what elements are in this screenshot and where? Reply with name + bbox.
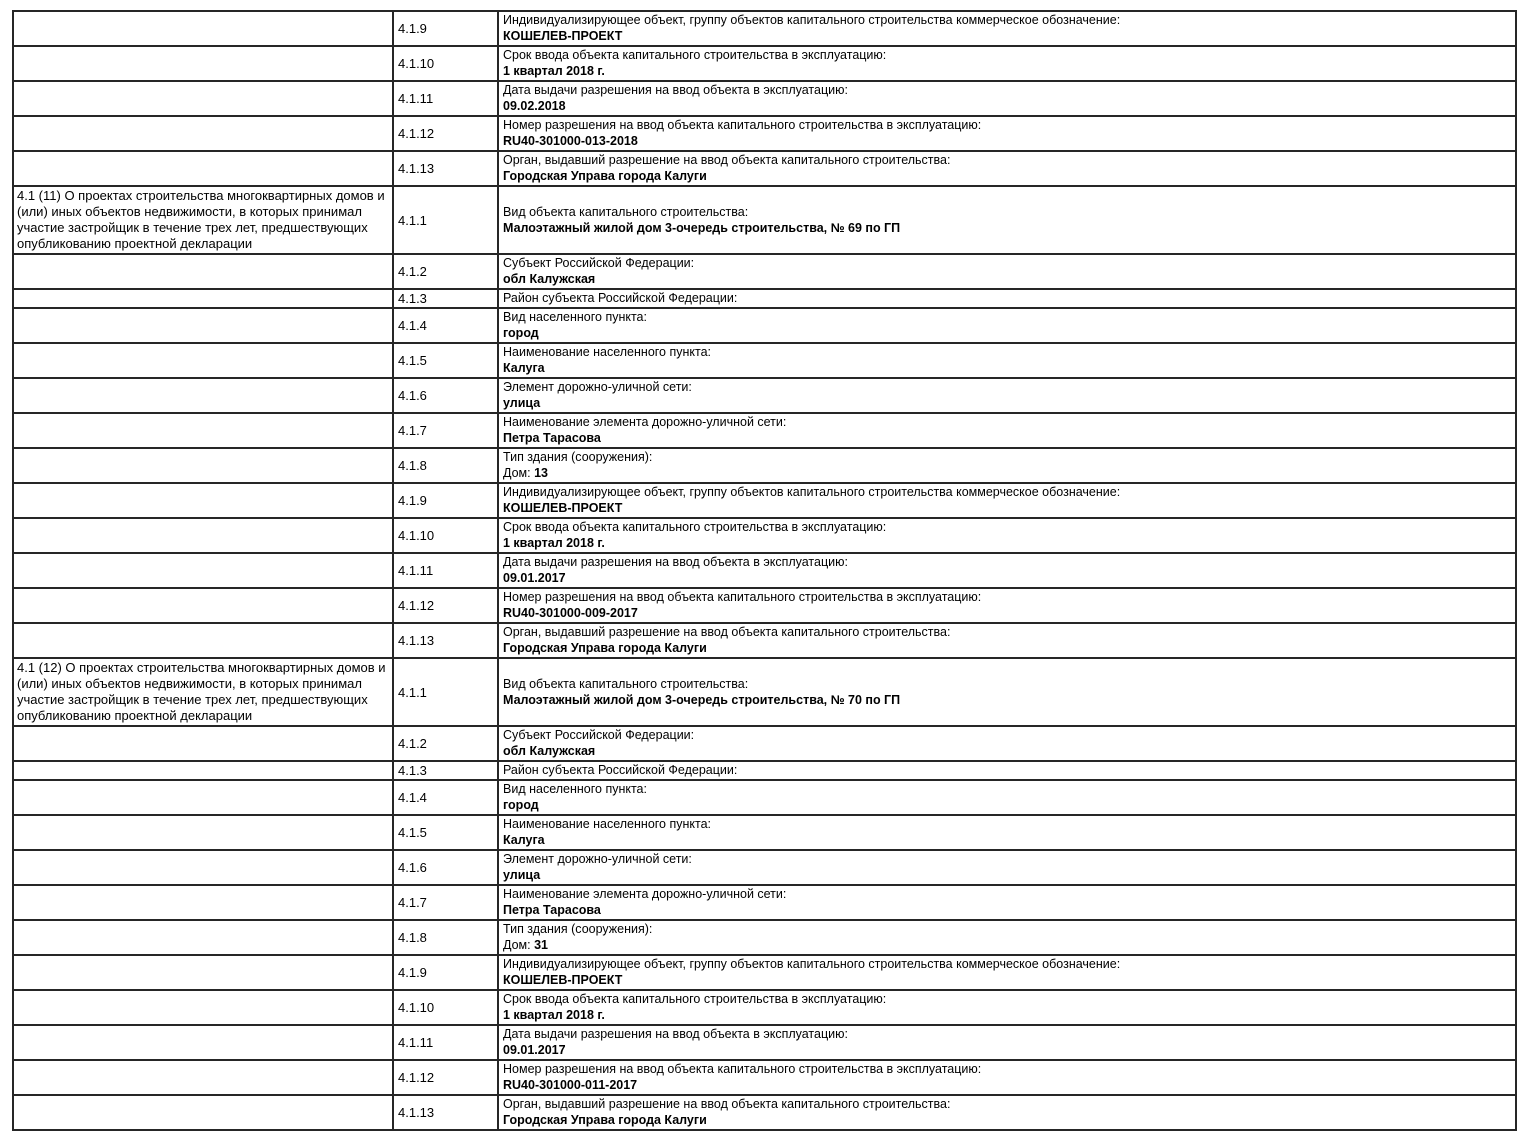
field-value <box>503 465 1511 481</box>
field-value <box>503 325 1511 341</box>
field-value-text: 1 квартал 2018 г. <box>503 536 605 550</box>
section-description-cell <box>13 1095 393 1130</box>
field-label: Дата выдачи разрешения на ввод объекта в эксплуатацию: <box>503 83 848 97</box>
row-content-cell <box>498 518 1516 553</box>
field-value-prefix: Дом: <box>503 938 535 952</box>
row-content-cell <box>498 289 1516 308</box>
row-number-cell: 4.1.4 <box>393 780 498 815</box>
field-label: Дата выдачи разрешения на ввод объекта в эксплуатацию: <box>503 1027 848 1041</box>
field-value <box>503 133 1511 149</box>
field-value-text: Петра Тарасова <box>503 903 601 917</box>
table-row <box>13 780 1516 815</box>
row-number-cell: 4.1.12 <box>393 116 498 151</box>
field-value-text: Малоэтажный жилой дом 3-очередь строительства, № 70 по ГП <box>503 692 901 707</box>
row-content-cell <box>498 658 1516 726</box>
section-description-cell <box>13 623 393 658</box>
field-value <box>503 500 1511 516</box>
table-row <box>13 990 1516 1025</box>
field-value <box>503 605 1511 621</box>
row-content-cell <box>498 780 1516 815</box>
field-label: Наименование населенного пункта: <box>503 817 712 831</box>
field-label: Вид населенного пункта: <box>503 782 647 796</box>
table-row <box>13 254 1516 289</box>
row-number-cell: 4.1.11 <box>393 553 498 588</box>
field-value-text: КОШЕЛЕВ-ПРОЕКТ <box>503 501 623 515</box>
field-value <box>503 692 1511 708</box>
row-content-cell <box>498 81 1516 116</box>
field-value-text: Малоэтажный жилой дом 3-очередь строительства, № 69 по ГП <box>503 220 901 235</box>
field-value-text: улица <box>503 868 541 882</box>
row-number-cell: 4.1.1 <box>393 658 498 726</box>
field-label: Наименование элемента дорожно-уличной сети: <box>503 415 787 429</box>
row-number-cell: 4.1.1 <box>393 186 498 254</box>
row-number-cell: 4.1.9 <box>393 955 498 990</box>
field-value-text: 13 <box>534 466 549 480</box>
row-content-cell <box>498 553 1516 588</box>
row-number-cell: 4.1.13 <box>393 151 498 186</box>
section-description-cell <box>13 761 393 780</box>
row-number-cell: 4.1.4 <box>393 308 498 343</box>
table-row <box>13 151 1516 186</box>
field-value-text: обл Калужская <box>503 744 596 758</box>
table-row <box>13 553 1516 588</box>
row-content-cell <box>498 761 1516 780</box>
section-description-cell <box>13 588 393 623</box>
table-row <box>13 116 1516 151</box>
row-number-cell: 4.1.11 <box>393 81 498 116</box>
row-content-cell <box>498 815 1516 850</box>
row-number-cell: 4.1.8 <box>393 448 498 483</box>
section-description-cell <box>13 726 393 761</box>
field-value-text: обл Калужская <box>503 272 596 286</box>
field-value-text: RU40-301000-011-2017 <box>503 1078 638 1092</box>
section-description-cell <box>13 448 393 483</box>
field-value <box>503 168 1511 184</box>
row-number-cell: 4.1.12 <box>393 1060 498 1095</box>
row-content-cell <box>498 1025 1516 1060</box>
section-description-cell <box>13 1060 393 1095</box>
table-row <box>13 726 1516 761</box>
row-number-cell: 4.1.11 <box>393 1025 498 1060</box>
row-content-cell <box>498 955 1516 990</box>
row-content-cell <box>498 413 1516 448</box>
row-content-cell <box>498 46 1516 81</box>
table-row <box>13 11 1516 46</box>
row-content-cell <box>498 254 1516 289</box>
row-number-cell: 4.1.10 <box>393 990 498 1025</box>
field-value <box>503 640 1511 656</box>
field-label: Индивидуализирующее объект, группу объектов капитального строительства коммерческое обозначение: <box>503 13 1121 27</box>
row-number-cell: 4.1.9 <box>393 11 498 46</box>
table-row <box>13 186 1516 254</box>
field-value-text: 09.01.2017 <box>503 1043 566 1057</box>
field-label: Субъект Российской Федерации: <box>503 728 695 742</box>
field-value-prefix: Дом: <box>503 466 535 480</box>
table-row <box>13 850 1516 885</box>
field-label: Номер разрешения на ввод объекта капитального строительства в эксплуатацию: <box>503 590 982 604</box>
field-value <box>503 743 1511 759</box>
field-label: Тип здания (сооружения): <box>503 922 653 936</box>
row-number-cell: 4.1.9 <box>393 483 498 518</box>
section-description-cell <box>13 815 393 850</box>
project-declaration-table <box>12 10 1517 1131</box>
field-value-text: Калуга <box>503 361 545 375</box>
row-number-cell: 4.1.3 <box>393 289 498 308</box>
field-label: Орган, выдавший разрешение на ввод объекта капитального строительства: <box>503 153 951 167</box>
table-row <box>13 623 1516 658</box>
table-row <box>13 483 1516 518</box>
field-value <box>503 28 1511 44</box>
field-value-text: КОШЕЛЕВ-ПРОЕКТ <box>503 29 623 43</box>
field-value-text: улица <box>503 396 541 410</box>
section-description-cell <box>13 483 393 518</box>
row-content-cell <box>498 448 1516 483</box>
field-label: Тип здания (сооружения): <box>503 450 653 464</box>
field-label: Вид объекта капитального строительства: <box>503 204 749 219</box>
table-row <box>13 1060 1516 1095</box>
field-value <box>503 570 1511 586</box>
row-number-cell: 4.1.8 <box>393 920 498 955</box>
section-description-cell <box>13 289 393 308</box>
field-value <box>503 867 1511 883</box>
row-content-cell <box>498 920 1516 955</box>
table-row <box>13 761 1516 780</box>
field-value <box>503 98 1511 114</box>
field-value <box>503 937 1511 953</box>
row-number-cell: 4.1.2 <box>393 726 498 761</box>
field-value <box>503 1042 1511 1058</box>
row-number-cell: 4.1.12 <box>393 588 498 623</box>
row-number-cell: 4.1.6 <box>393 378 498 413</box>
field-label: Дата выдачи разрешения на ввод объекта в эксплуатацию: <box>503 555 848 569</box>
table-row <box>13 413 1516 448</box>
field-value <box>503 535 1511 551</box>
field-value <box>503 902 1511 918</box>
field-value-text: RU40-301000-009-2017 <box>503 606 638 620</box>
table-row <box>13 448 1516 483</box>
field-label: Район субъекта Российской Федерации: <box>503 291 738 305</box>
section-description-cell <box>13 885 393 920</box>
field-label: Индивидуализирующее объект, группу объектов капитального строительства коммерческое обозначение: <box>503 957 1121 971</box>
field-value <box>503 1007 1511 1023</box>
field-label: Район субъекта Российской Федерации: <box>503 763 738 777</box>
field-label: Наименование населенного пункта: <box>503 345 712 359</box>
field-value <box>503 430 1511 446</box>
row-number-cell: 4.1.13 <box>393 1095 498 1130</box>
section-description-cell: 4.1 (12) О проектах строительства многоквартирных домов и (или) иных объектов недвижимости, в которых принимал участие застройщик в течение трех лет, предшествующих опубликованию проектной декларации <box>13 658 393 726</box>
section-description-cell <box>13 308 393 343</box>
row-number-cell: 4.1.10 <box>393 46 498 81</box>
row-number-cell: 4.1.13 <box>393 623 498 658</box>
row-number-cell: 4.1.7 <box>393 413 498 448</box>
row-content-cell <box>498 308 1516 343</box>
row-number-cell: 4.1.2 <box>393 254 498 289</box>
table-row <box>13 920 1516 955</box>
row-content-cell <box>498 1095 1516 1130</box>
field-label: Номер разрешения на ввод объекта капитального строительства в эксплуатацию: <box>503 118 982 132</box>
table-row <box>13 378 1516 413</box>
field-label: Наименование элемента дорожно-уличной сети: <box>503 887 787 901</box>
section-description-cell <box>13 378 393 413</box>
field-value-text: 09.01.2017 <box>503 571 566 585</box>
row-number-cell: 4.1.5 <box>393 343 498 378</box>
field-value-text: Городская Управа города Калуги <box>503 169 707 183</box>
field-label: Элемент дорожно-уличной сети: <box>503 852 692 866</box>
section-description-cell <box>13 1025 393 1060</box>
table-row <box>13 815 1516 850</box>
field-label: Вид объекта капитального строительства: <box>503 676 749 691</box>
field-label: Индивидуализирующее объект, группу объектов капитального строительства коммерческое обозначение: <box>503 485 1121 499</box>
field-value-text: КОШЕЛЕВ-ПРОЕКТ <box>503 973 623 987</box>
table-row <box>13 885 1516 920</box>
field-value-text: 09.02.2018 <box>503 99 566 113</box>
field-label: Срок ввода объекта капитального строительства в эксплуатацию: <box>503 48 887 62</box>
field-value-text: Калуга <box>503 833 545 847</box>
field-value <box>503 220 1511 236</box>
row-content-cell <box>498 343 1516 378</box>
table-row <box>13 658 1516 726</box>
field-label: Орган, выдавший разрешение на ввод объекта капитального строительства: <box>503 625 951 639</box>
section-description-cell <box>13 990 393 1025</box>
section-description-cell <box>13 920 393 955</box>
row-content-cell <box>498 186 1516 254</box>
row-content-cell <box>498 11 1516 46</box>
field-value <box>503 972 1511 988</box>
section-description-cell <box>13 116 393 151</box>
table-body <box>13 11 1516 1130</box>
row-number-cell: 4.1.10 <box>393 518 498 553</box>
field-label: Срок ввода объекта капитального строительства в эксплуатацию: <box>503 520 887 534</box>
field-value-text: RU40-301000-013-2018 <box>503 134 638 148</box>
field-value-text: Городская Управа города Калуги <box>503 1113 707 1127</box>
row-content-cell <box>498 151 1516 186</box>
table-row <box>13 81 1516 116</box>
field-label: Элемент дорожно-уличной сети: <box>503 380 692 394</box>
table-row <box>13 343 1516 378</box>
row-content-cell <box>498 116 1516 151</box>
field-value <box>503 360 1511 376</box>
row-content-cell <box>498 726 1516 761</box>
field-value-text: Петра Тарасова <box>503 431 601 445</box>
field-value <box>503 832 1511 848</box>
field-value-text: Городская Управа города Калуги <box>503 641 707 655</box>
row-content-cell <box>498 588 1516 623</box>
row-content-cell <box>498 378 1516 413</box>
row-number-cell: 4.1.3 <box>393 761 498 780</box>
section-description-cell: 4.1 (11) О проектах строительства многоквартирных домов и (или) иных объектов недвижимости, в которых принимал участие застройщик в течение трех лет, предшествующих опубликованию проектной декларации <box>13 186 393 254</box>
field-label: Номер разрешения на ввод объекта капитального строительства в эксплуатацию: <box>503 1062 982 1076</box>
section-description-cell <box>13 151 393 186</box>
field-label: Орган, выдавший разрешение на ввод объекта капитального строительства: <box>503 1097 951 1111</box>
section-description-cell <box>13 553 393 588</box>
table-row <box>13 289 1516 308</box>
field-label: Срок ввода объекта капитального строительства в эксплуатацию: <box>503 992 887 1006</box>
field-value-text: город <box>503 326 539 340</box>
row-content-cell <box>498 885 1516 920</box>
field-value-text: 1 квартал 2018 г. <box>503 64 605 78</box>
field-label: Вид населенного пункта: <box>503 310 647 324</box>
section-description-cell <box>13 518 393 553</box>
table-row <box>13 588 1516 623</box>
row-content-cell <box>498 990 1516 1025</box>
field-value <box>503 395 1511 411</box>
field-value <box>503 63 1511 79</box>
section-description-cell <box>13 81 393 116</box>
field-value <box>503 1077 1511 1093</box>
field-label: Субъект Российской Федерации: <box>503 256 695 270</box>
field-value-text: 1 квартал 2018 г. <box>503 1008 605 1022</box>
section-description-cell <box>13 46 393 81</box>
table-row <box>13 518 1516 553</box>
row-number-cell: 4.1.6 <box>393 850 498 885</box>
row-content-cell <box>498 623 1516 658</box>
table-row <box>13 955 1516 990</box>
table-row <box>13 1095 1516 1130</box>
section-description-cell <box>13 955 393 990</box>
section-description-cell <box>13 11 393 46</box>
row-content-cell <box>498 850 1516 885</box>
field-value-text: 31 <box>534 938 549 952</box>
row-content-cell <box>498 483 1516 518</box>
table-row <box>13 46 1516 81</box>
row-content-cell <box>498 1060 1516 1095</box>
table-row <box>13 1025 1516 1060</box>
section-description-cell <box>13 343 393 378</box>
field-value <box>503 797 1511 813</box>
row-number-cell: 4.1.7 <box>393 885 498 920</box>
section-description-cell <box>13 780 393 815</box>
field-value <box>503 1112 1511 1128</box>
section-description-cell <box>13 850 393 885</box>
field-value <box>503 271 1511 287</box>
section-description-cell <box>13 254 393 289</box>
section-description-cell <box>13 413 393 448</box>
row-number-cell: 4.1.5 <box>393 815 498 850</box>
table-row <box>13 308 1516 343</box>
field-value-text: город <box>503 798 539 812</box>
